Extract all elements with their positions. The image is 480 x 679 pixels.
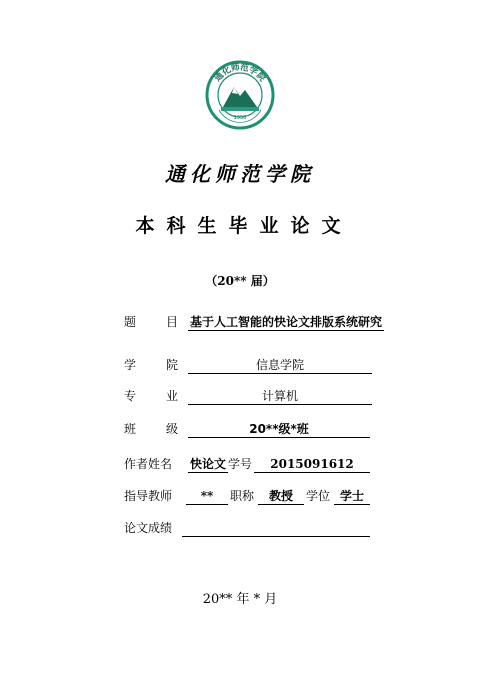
thesis-title-field[interactable]: 基于人工智能的快论文排版系统研究: [190, 315, 383, 329]
college-label-a: 学: [124, 358, 137, 372]
major-row: [124, 388, 374, 404]
college-field[interactable]: 信息学院: [188, 357, 372, 374]
emblem-arc-text: 通化师范学院: [213, 62, 267, 84]
class-label-a: 班: [124, 422, 137, 436]
student-id-field[interactable]: 2015091612: [254, 456, 370, 473]
title-label-a: 题: [124, 315, 137, 329]
emblem-year: 1958: [233, 115, 247, 121]
author-label: 作者姓名: [124, 457, 173, 471]
title-label-b: 目: [166, 315, 179, 329]
advisor-name-field[interactable]: **: [186, 488, 228, 505]
class-label-b: 级: [166, 422, 179, 436]
major-label-a: 专: [124, 389, 137, 403]
student-id-label: 学号: [228, 457, 253, 471]
advisor-title-label: 职称: [230, 489, 255, 503]
grade-field[interactable]: [182, 520, 370, 537]
advisor-degree-label: 学位: [306, 489, 331, 503]
school-name: 通化师范学院: [165, 162, 315, 186]
submission-date: 20** 年 * 月: [202, 592, 278, 607]
grade-row: [124, 520, 374, 536]
author-name-field[interactable]: 快论文: [189, 457, 226, 471]
college-label-b: 院: [166, 358, 179, 372]
grade-label: 论文成绩: [124, 521, 173, 535]
session-year: （20** 届）: [205, 274, 275, 288]
advisor-row: [124, 488, 374, 504]
college-row: [124, 357, 374, 373]
title-row: [124, 314, 414, 330]
university-emblem-icon: [205, 60, 275, 130]
major-label-b: 业: [166, 389, 179, 403]
document-title: 本科生毕业论文: [135, 215, 353, 237]
major-field[interactable]: 计算机: [188, 388, 372, 405]
advisor-label: 指导教师: [124, 489, 173, 503]
class-row: [124, 421, 374, 437]
advisor-title-field[interactable]: 教授: [258, 488, 304, 505]
class-field[interactable]: 20**级*班: [188, 421, 370, 438]
author-row: [124, 456, 374, 472]
advisor-degree-field[interactable]: 学士: [334, 488, 370, 505]
